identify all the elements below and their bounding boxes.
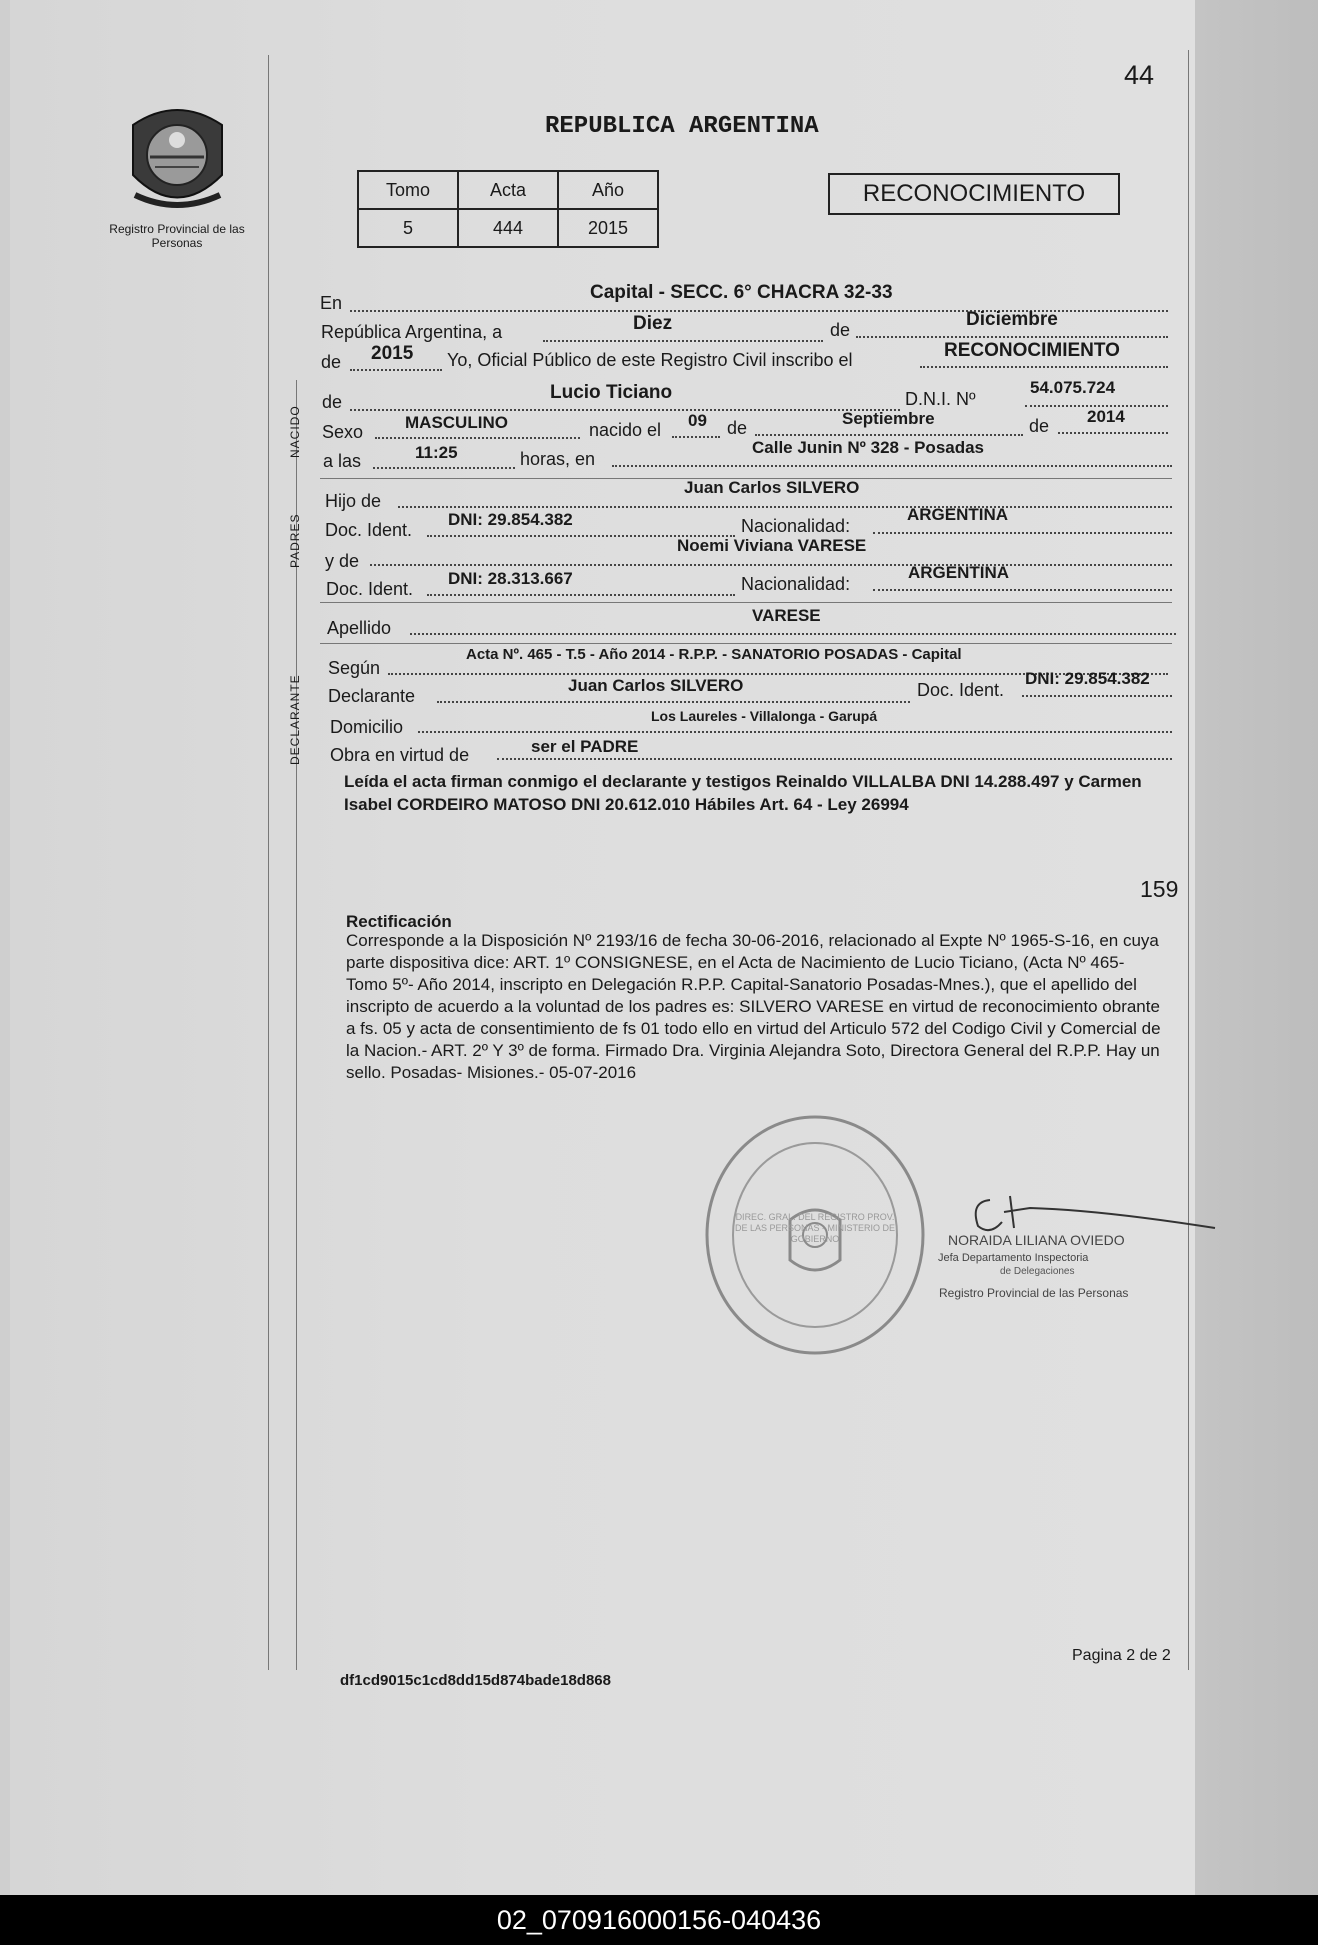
dots-declarante — [437, 701, 910, 703]
dots-domicilio — [418, 731, 1172, 733]
header-acta: Acta — [458, 171, 558, 209]
label-horas-en: horas, en — [520, 449, 596, 469]
label-de-1: de — [830, 320, 851, 340]
signature-title: Jefa Departamento Inspectoria — [938, 1252, 1089, 1264]
dots-sexo — [375, 437, 580, 439]
value-nacido-ano: 2014 — [1087, 407, 1125, 426]
label-sexo: Sexo — [322, 422, 364, 442]
record-type-box: RECONOCIMIENTO — [828, 173, 1120, 215]
left-inner-line — [296, 380, 297, 1670]
stamp-text: DIREC. GRAL. DEL REGISTRO PROV. DE LAS PERSONAS - MINISTERIO DE GOBIERNO — [734, 1212, 896, 1244]
value-declarante: Juan Carlos SILVERO — [568, 676, 744, 695]
label-en: En — [320, 293, 343, 313]
value-lugar-nacimiento: Calle Junin Nº 328 - Posadas — [752, 438, 985, 457]
side-label-padres: PADRES — [288, 513, 302, 568]
value-madre: Noemi Viviana VARESE — [677, 536, 867, 555]
label-nac-1: Nacionalidad: — [741, 516, 851, 536]
signature-org: Registro Provincial de las Personas — [939, 1286, 1129, 1300]
value-nac-2: ARGENTINA — [908, 563, 1010, 582]
dots-nac-1 — [873, 532, 1172, 534]
label-republica: República Argentina, a — [321, 322, 503, 342]
value-nacido-mes: Septiembre — [842, 409, 935, 428]
value-domicilio: Los Laureles - Villalonga - Garupá — [651, 708, 878, 724]
value-padre: Juan Carlos SILVERO — [684, 478, 860, 497]
document-hash: df1cd9015c1cd8dd15d874bade18d868 — [340, 1672, 611, 1689]
value-segun: Acta Nº. 465 - T.5 - Año 2014 - R.P.P. - SANATORIO POSADAS - Capital — [466, 646, 962, 663]
dots-ano — [350, 369, 442, 371]
dots-nombre — [350, 409, 900, 411]
document-id: 02_070916000156-040436 — [496, 1905, 822, 1935]
label-a-las: a las — [323, 451, 362, 471]
dots-nac-2 — [873, 589, 1172, 591]
label-hijo-de: Hijo de — [325, 491, 382, 511]
value-dni: 54.075.724 — [1030, 378, 1116, 397]
section-separator-3 — [320, 643, 1172, 644]
label-doc-2: Doc. Ident. — [326, 579, 414, 599]
header-ano: Año — [558, 171, 658, 209]
value-doc-3: DNI: 29.854.382 — [1025, 669, 1150, 688]
rectificacion-text: Corresponde a la Disposición Nº 2193/16 de fecha 30-06-2016, relacionado al Expte Nº 1965-S-16, en cuya parte dispositiva dice: ART. 1º CONSIGNESE, en el Acta de Nacimiento de Lucio Ticiano, (Acta Nº 465- Tomo 5º- Año 2014, inscripto en Delegación R.P.P. Capital-Sanatorio Posadas-Mnes.), que el apellido del inscripto de acuerdo a la voluntad de los padres es: SILVERO VARESE en virtud de reconocimiento obrante a fs. 05 y acta de consentimiento de fs 01 todo ello en virtud del Articulo 572 del Codigo Civil y Comercial de la Nacion.- ART. 2º Y 3º de forma. Firmado Dra. Virginia Alejandra Soto, Directora General del R.P.P. Hay un sello. Posadas- Misiones.- 05-07-2016 — [346, 931, 1161, 1082]
value-mes: Diciembre — [966, 309, 1058, 330]
dots-lugar-nac — [612, 465, 1172, 467]
value-nombre: Lucio Ticiano — [550, 382, 673, 403]
dots-nacido-ano — [1058, 432, 1168, 434]
value-sexo: MASCULINO — [405, 413, 508, 432]
dots-obra — [497, 758, 1172, 760]
label-declarante: Declarante — [328, 686, 416, 706]
value-ano-inscripcion: 2015 — [371, 343, 414, 364]
side-label-declarante: DECLARANTE — [288, 674, 302, 765]
provincial-seal-icon — [125, 95, 230, 220]
book-table — [357, 170, 659, 248]
header-tomo: Tomo — [358, 171, 458, 209]
label-yo: Yo, Oficial Público de este Registro Civil inscribo el — [447, 350, 853, 370]
label-nacido: nacido el — [589, 420, 662, 440]
label-de-3: de — [322, 392, 343, 412]
dots-doc-2 — [427, 594, 735, 596]
dots-doc-3 — [1022, 695, 1172, 697]
value-nac-1: ARGENTINA — [907, 505, 1009, 524]
label-segun: Según — [328, 658, 381, 678]
label-dni: D.N.I. Nº — [905, 389, 976, 409]
dots-inscribo — [920, 366, 1168, 368]
folio-number: 159 — [1140, 876, 1179, 902]
value-acta: 444 — [458, 209, 558, 247]
label-doc-1: Doc. Ident. — [325, 520, 413, 540]
header-title: REPUBLICA ARGENTINA — [545, 113, 819, 140]
label-apellido: Apellido — [327, 618, 392, 638]
value-tomo: 5 — [358, 209, 458, 247]
page-number: 44 — [1124, 60, 1155, 90]
dots-hora — [373, 467, 515, 469]
label-de-2: de — [321, 352, 342, 372]
dots-mes — [856, 336, 1168, 338]
seal-label: Registro Provincial de las Personas — [109, 222, 245, 250]
right-margin-line — [1188, 50, 1189, 1670]
label-y-de: y de — [325, 551, 360, 571]
label-obra: Obra en virtud de — [330, 745, 470, 765]
section-separator-2 — [320, 602, 1172, 603]
value-hora: 11:25 — [415, 443, 458, 462]
label-de-4: de — [727, 418, 748, 438]
label-domicilio: Domicilio — [330, 717, 404, 737]
value-inscribo: RECONOCIMIENTO — [944, 340, 1120, 361]
value-ano: 2015 — [558, 209, 658, 247]
label-de-5: de — [1029, 416, 1050, 436]
dots-padre — [398, 506, 1172, 508]
value-apellido: VARESE — [752, 606, 821, 625]
rectificacion-title: Rectificación — [346, 912, 452, 931]
label-nac-2: Nacionalidad: — [741, 574, 851, 594]
value-doc-2: DNI: 28.313.667 — [448, 569, 573, 588]
dots-nacido-mes — [755, 434, 1023, 436]
value-dia: Diez — [633, 313, 673, 334]
signature-dept: de Delegaciones — [1000, 1266, 1075, 1277]
dots-apellido — [410, 633, 1176, 635]
dots-dia — [543, 340, 823, 342]
page-shadow — [1195, 0, 1318, 1895]
side-label-nacido: NACIDO — [288, 405, 302, 458]
dots-nacido-dia — [672, 436, 720, 438]
value-lugar-inscripcion: Capital - SECC. 6° CHACRA 32-33 — [590, 282, 893, 303]
leida-text: Leída el acta firman conmigo el declarante y testigos Reinaldo VILLALBA DNI 14.288.497 y Carmen Isabel CORDEIRO MATOSO DNI 20.612.010 Hábiles Art. 64 - Ley 26994 — [344, 772, 1142, 814]
value-nacido-dia: 09 — [688, 411, 707, 430]
left-margin-line — [268, 55, 269, 1670]
pagination: Pagina 2 de 2 — [1072, 1647, 1171, 1664]
signature-name: NORAIDA LILIANA OVIEDO — [948, 1232, 1125, 1248]
dots-madre — [370, 564, 1172, 566]
label-doc-3: Doc. Ident. — [917, 680, 1005, 700]
value-doc-1: DNI: 29.854.382 — [448, 510, 573, 529]
value-obra: ser el PADRE — [531, 737, 639, 756]
